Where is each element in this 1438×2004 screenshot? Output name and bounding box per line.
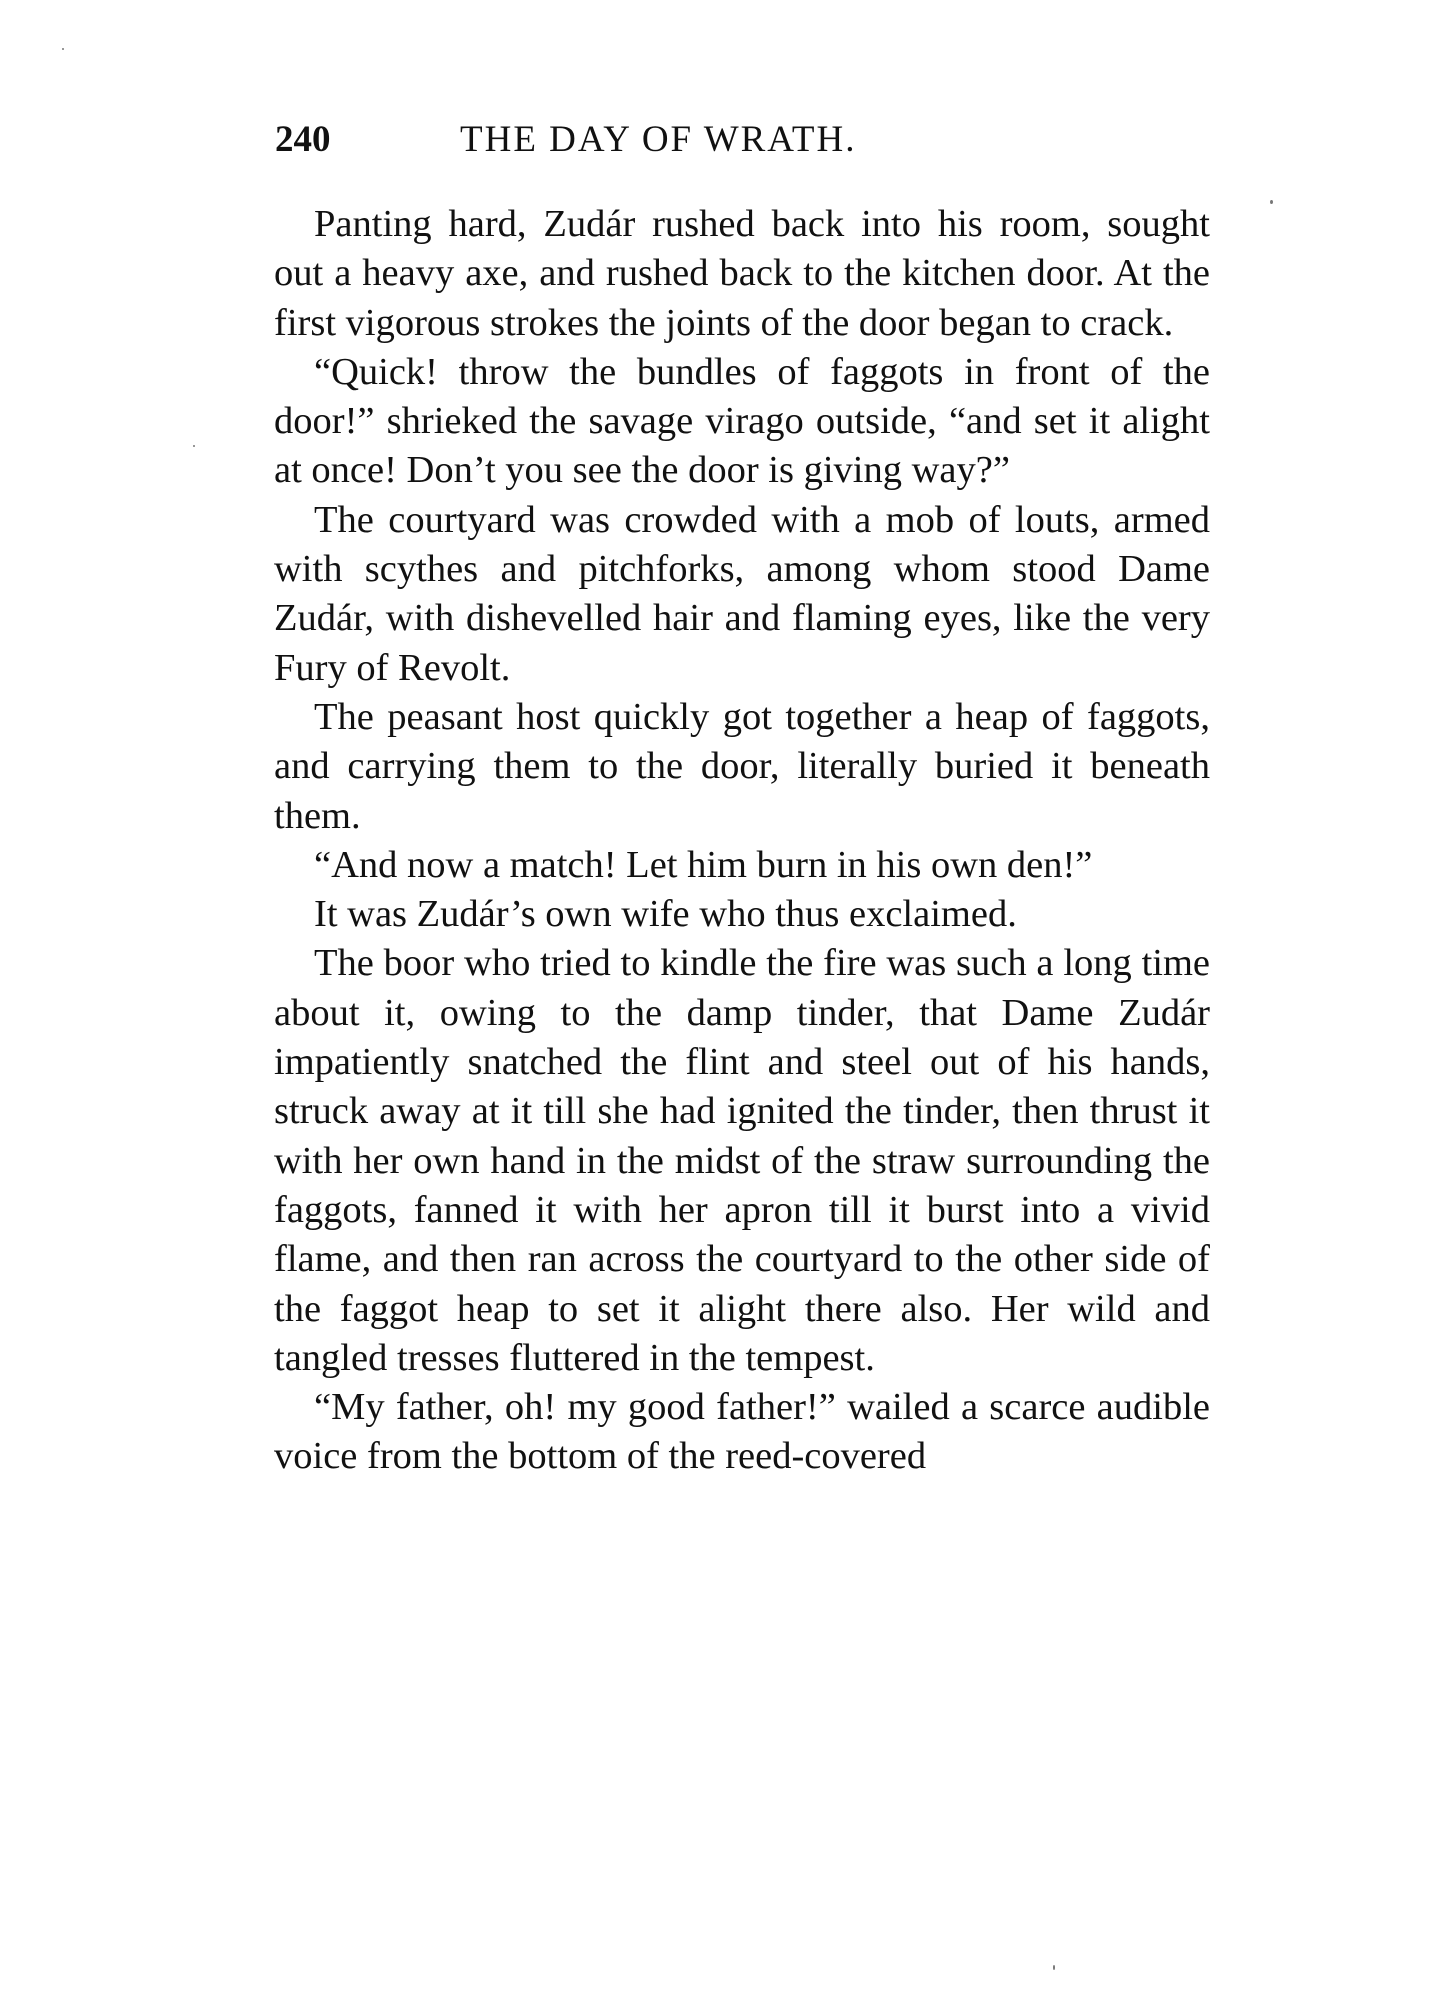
running-head xyxy=(275,118,1275,168)
print-speck xyxy=(1270,200,1273,204)
running-title: THE DAY OF WRATH. xyxy=(460,119,857,160)
paragraph: The peasant host quickly got together a heap of faggots, and carrying them to the door, literally buried it beneath them. xyxy=(274,695,1210,837)
paragraph: “And now a match! Let him burn in his own den!” xyxy=(314,843,1093,886)
paragraph: “Quick! throw the bundles of faggots in front of the door!” shrieked the savage virago outside, “and set it alight at once! Don’t you see the door is giving way?” xyxy=(274,350,1210,492)
paragraph: “My father, oh! my good father!” wailed a scarce audible voice from the bottom of the reed-covered xyxy=(274,1386,1210,1478)
paragraph: The boor who tried to kindle the fire was such a long time about it, owing to the damp tinder, that Dame Zudár impatiently snatched the flint and steel out of his hands, struck away at it till she had ignited the tinder, then thrust it with her own hand in the midst of the straw surrounding the faggots, fanned it with her apron till it burst into a vivid flame, and then ran across the courtyard to the other side of the faggot heap to set it alight there also. Her wild and tangled tresses fluttered in the tempest. xyxy=(274,942,1210,1379)
print-speck xyxy=(193,445,195,447)
print-speck xyxy=(62,48,64,50)
print-speck xyxy=(1053,1965,1055,1970)
paragraph: It was Zudár’s own wife who thus exclaimed. xyxy=(314,893,1017,936)
body-text xyxy=(274,200,1210,1482)
paragraph: The courtyard was crowded with a mob of louts, armed with scythes and pitchforks, among whom stood Dame Zudár, with dishevelled hair and flaming eyes, like the very Fury of Revolt. xyxy=(274,498,1210,689)
paragraph: Panting hard, Zudár rushed back into his room, sought out a heavy axe, and rushed back to the kitchen door. At the first vigorous strokes the joints of the door began to crack. xyxy=(274,203,1210,344)
page-number: 240 xyxy=(275,119,331,160)
